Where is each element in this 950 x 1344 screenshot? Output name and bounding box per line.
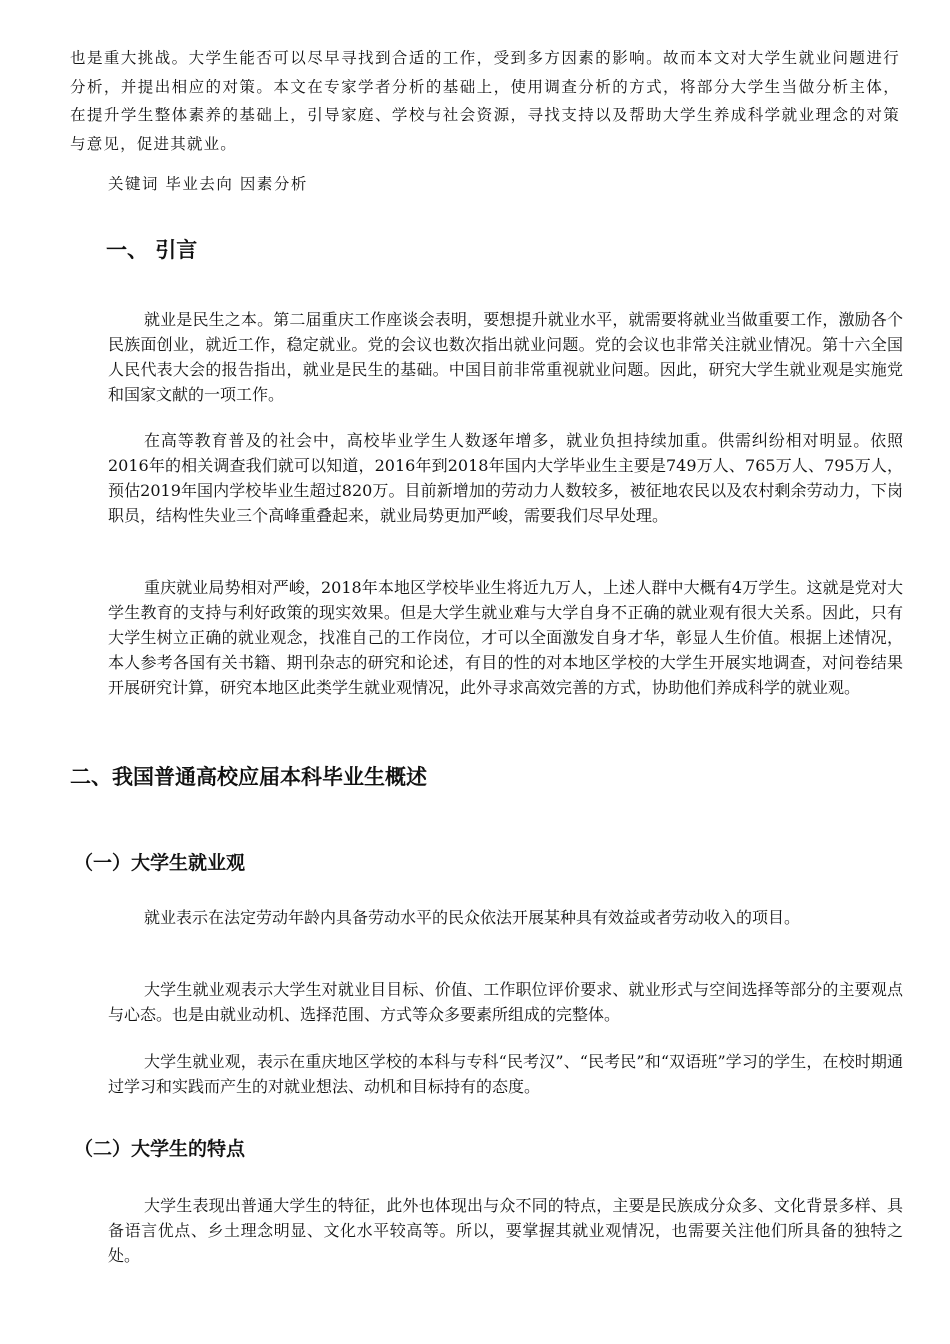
abstract-text: 也是重大挑战。大学生能否可以尽早寻找到合适的工作，受到多方因素的影响。故而本文对大学生就业问题进行分析，并提出相应的对策。本文在专家学者分析的基础上，使用调查分析的方式，将部分大学生当做分析主体，在提升学生整体素养的基础上，引导家庭、学校与社会资源，寻找支持以及帮助大学生养成科学就业理念的对策与意见，促进其就业。 <box>70 49 900 153</box>
section-1-paragraph-3: 重庆就业局势相对严峻，2018年本地区学校毕业生将近九万人，上述人群中大概有4万学生。这就是党对大学生教育的支持与利好政策的现实效果。但是大学生就业难与大学自身不正确的就业观有很大关系。因此，只有大学生树立正确的就业观念，找准自己的工作岗位，才可以全面激发自身才华，彰显人生价值。根据上述情况，本人参考各国有关书籍、期刊杂志的研究和论述，有目的性的对本地区学校的大学生开展实地调查，对问卷结果开展研究计算，研究本地区此类学生就业观情况，此外寻求高效完善的方式，协助他们养成科学的就业观。 <box>108 578 903 697</box>
section-1-paragraph-2: 在高等教育普及的社会中，高校毕业学生人数逐年增多，就业负担持续加重。供需纠纷相对明显。依照2016年的相关调查我们就可以知道，2016年到2018年国内大学毕业生主要是749万人、765万人、795万人，预估2019年国内学校毕业生超过820万。目前新增加的劳动力人数较多，被征地农民以及农村剩余劳动力，下岗职员，结构性失业三个高峰重叠起来，就业局势更加严峻，需要我们尽早处理。 <box>108 431 903 525</box>
subsection-1-paragraph-3: 大学生就业观，表示在重庆地区学校的本科与专科“民考汉”、“民考民”和“双语班”学习的学生，在校时期通过学习和实践而产生的对就业想法、动机和目标持有的态度。 <box>108 1052 903 1096</box>
subsection-2-heading: （二）大学生的特点 <box>74 1138 246 1160</box>
section-1-paragraph-1: 就业是民生之本。第二届重庆工作座谈会表明，要想提升就业水平，就需要将就业当做重要工作，激励各个民族面创业，就近工作，稳定就业。党的会议也数次指出就业问题。党的会议也非常关注就业情况。第十六全国人民代表大会的报告指出，就业是民生的基础。中国目前非常重视就业问题。因此，研究大学生就业观是实施党和国家文献的一项工作。 <box>108 310 903 404</box>
subsection-1-paragraph-1: 就业表示在法定劳动年龄内具备劳动水平的民众依法开展某种具有效益或者劳动收入的项目。 <box>144 908 801 927</box>
section-2-heading: 二、我国普通高校应届本科毕业生概述 <box>70 765 427 789</box>
keywords-line: 关键词 毕业去向 因素分析 <box>108 175 308 193</box>
subsection-1-paragraph-2: 大学生就业观表示大学生对就业目目标、价值、工作职位评价要求、就业形式与空间选择等部分的主要观点与心态。也是由就业动机、选择范围、方式等众多要素所组成的完整体。 <box>108 980 903 1024</box>
subsection-1-heading: （一）大学生就业观 <box>74 852 246 874</box>
subsection-2-paragraph-1: 大学生表现出普通大学生的特征，此外也体现出与众不同的特点，主要是民族成分众多、文化背景多样、具备语言优点、乡土理念明显、文化水平较高等。所以，要掌握其就业观情况，也需要关注他们所具备的独特之处。 <box>108 1196 903 1265</box>
section-1-heading: 一、 引言 <box>106 238 198 262</box>
